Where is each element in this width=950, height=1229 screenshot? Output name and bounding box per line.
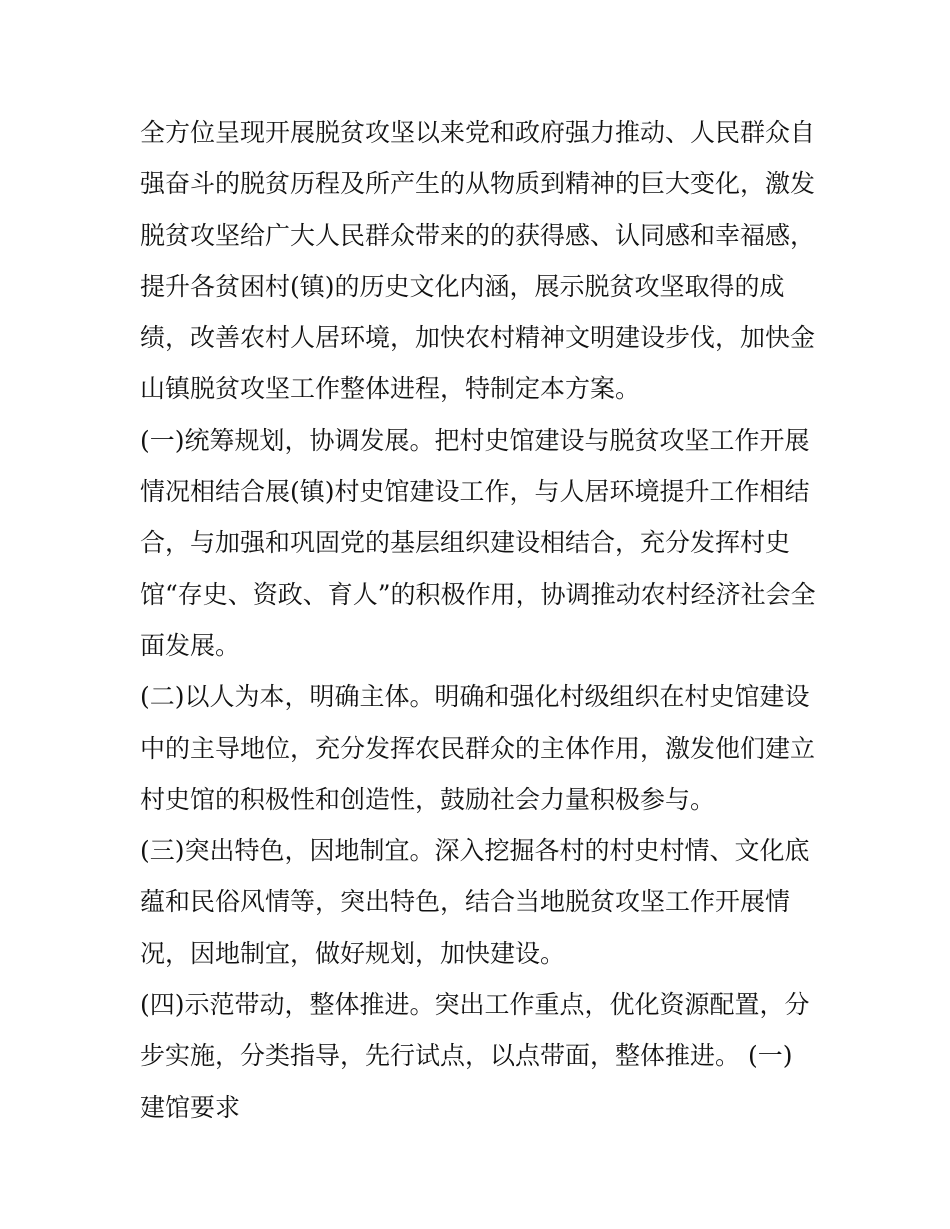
- text-line: 村史馆的积极性和创造性，鼓励社会力量积极参与。: [140, 784, 716, 814]
- text-line: 山镇脱贫攻坚工作整体进程，特制定本方案。: [140, 374, 641, 404]
- text-line: 绩，改善农村人居环境，加快农村精神文明建设步伐，加快金: [140, 323, 816, 353]
- text-line: (二)以人为本，明确主体。明确和强化村级组织在村史馆建设: [140, 682, 810, 712]
- text-line: (四)示范带动，整体推进。突出工作重点，优化资源配置，分: [140, 990, 810, 1020]
- text-line: 中的主导地位，充分发挥农民群众的主体作用，激发他们建立: [140, 733, 816, 763]
- body-text: [140, 107, 820, 1133]
- text-line: 馆“存史、资政、育人”的积极作用，协调推动农村经济社会全: [140, 579, 816, 609]
- text-line: 全方位呈现开展脱贫攻坚以来党和政府强力推动、人民群众自: [140, 118, 816, 147]
- text-line: 步实施，分类指导，先行试点，以点带面，整体推进。 (一): [140, 1041, 793, 1071]
- text-line: 情况相结合展(镇)村史馆建设工作，与人居环境提升工作相结: [140, 477, 810, 507]
- text-line: 蕴和民俗风情等，突出特色，结合当地脱贫攻坚工作开展情: [140, 887, 791, 917]
- text-line: 强奋斗的脱贫历程及所产生的从物质到精神的巨大变化，激发: [140, 169, 816, 199]
- text-line: (三)突出特色，因地制宜。深入挖掘各村的村史村情、文化底: [140, 836, 810, 866]
- text-line: (一)统筹规划，协调发展。把村史馆建设与脱贫攻坚工作开展: [140, 425, 810, 455]
- text-line: 提升各贫困村(镇)的历史文化内涵，展示脱贫攻坚取得的成: [140, 271, 785, 301]
- text-line: 建馆要求: [140, 1092, 241, 1122]
- text-line: 况，因地制宜，做好规划，加快建设。: [140, 938, 566, 968]
- text-line: 脱贫攻坚给广大人民群众带来的的获得感、认同感和幸福感，: [140, 220, 816, 250]
- text-line: 合，与加强和巩固党的基层组织建设相结合，充分发挥村史: [140, 528, 791, 558]
- text-line: 面发展。: [140, 630, 241, 660]
